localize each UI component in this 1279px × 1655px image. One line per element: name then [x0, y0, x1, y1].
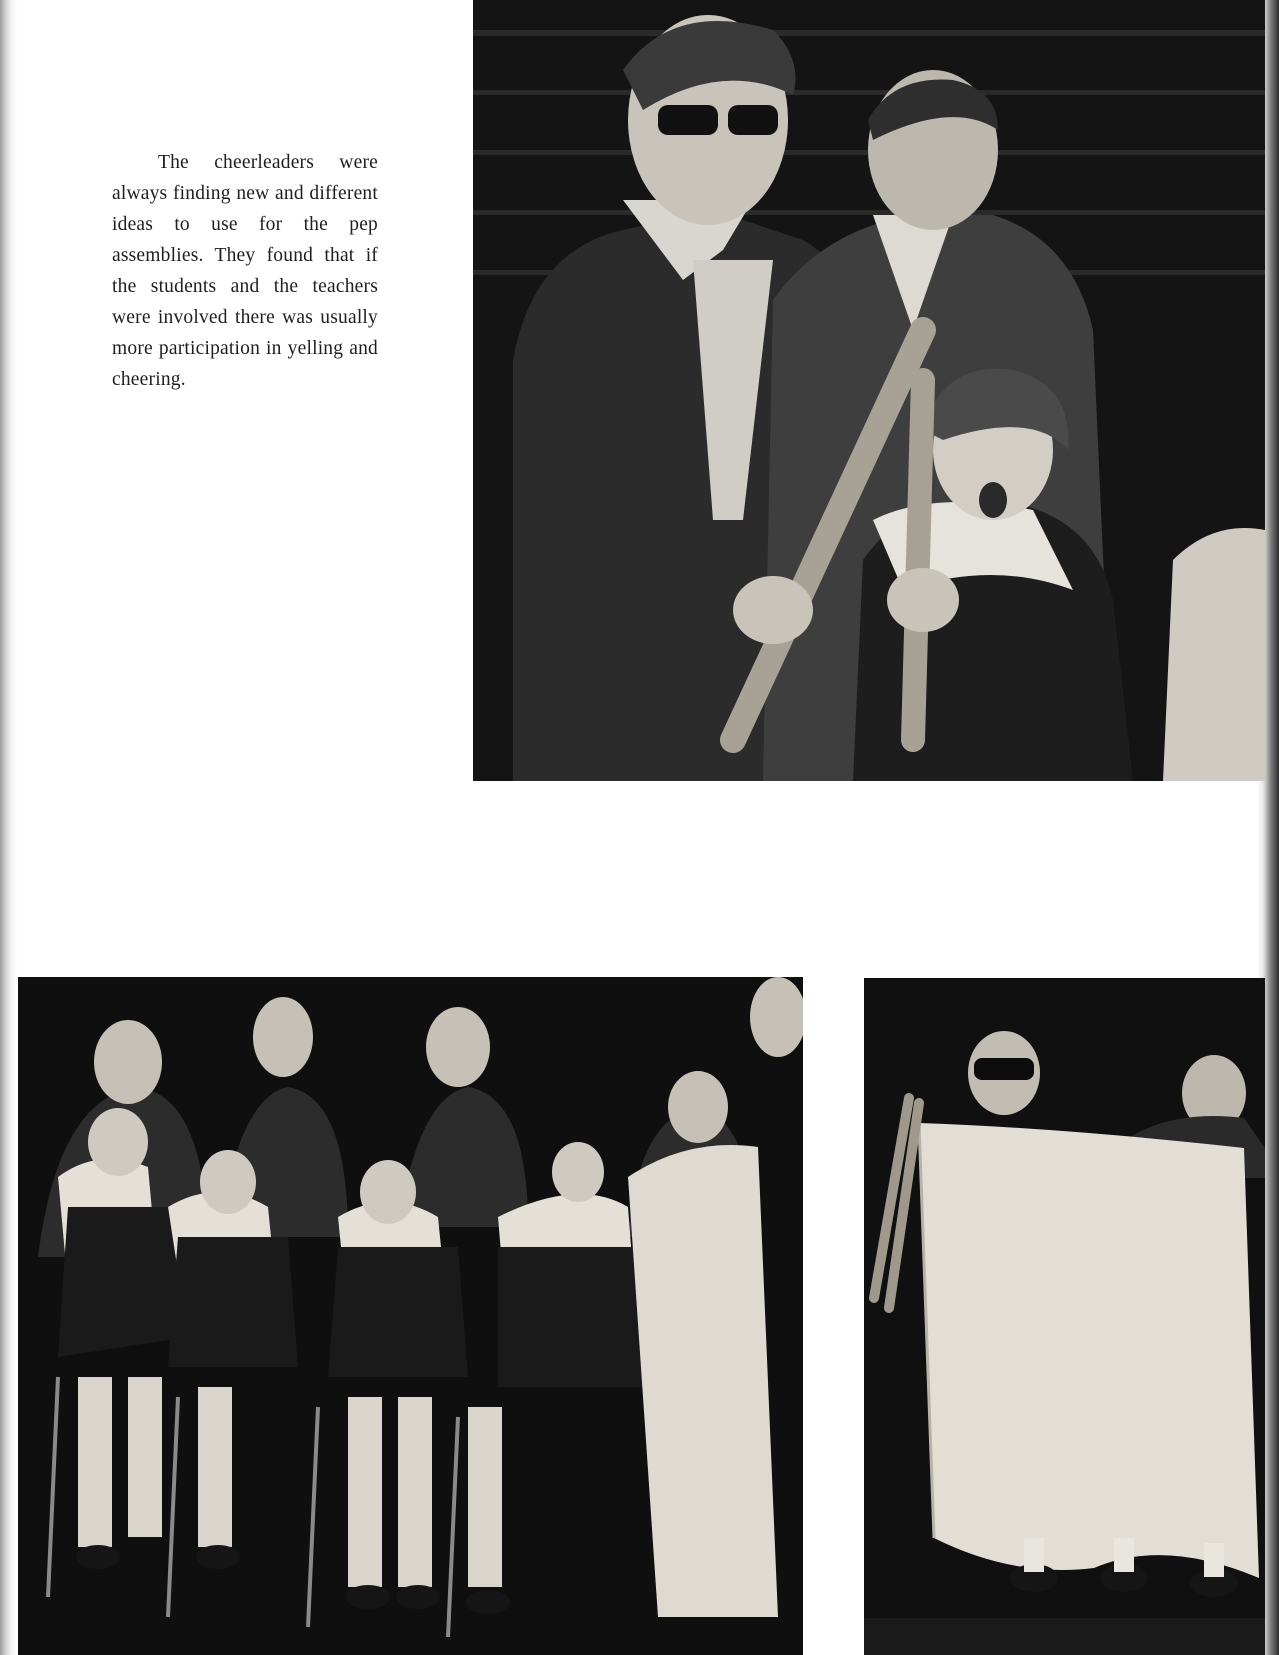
- page-binding-left: [0, 0, 18, 1655]
- photo-sheet-curtain: [864, 978, 1265, 1655]
- photo-icon: [18, 977, 803, 1655]
- photo-icon: [473, 0, 1265, 781]
- caption-text: The cheerleaders were always finding new and different ideas to use for the pep assemblies. They found that if the students and the teachers were involved there was usually more participation in yelling and cheering.: [112, 152, 378, 390]
- photo-seated-cheerleaders: [18, 977, 803, 1655]
- photo-men-with-bats: [473, 0, 1265, 781]
- photo-icon: [864, 978, 1265, 1655]
